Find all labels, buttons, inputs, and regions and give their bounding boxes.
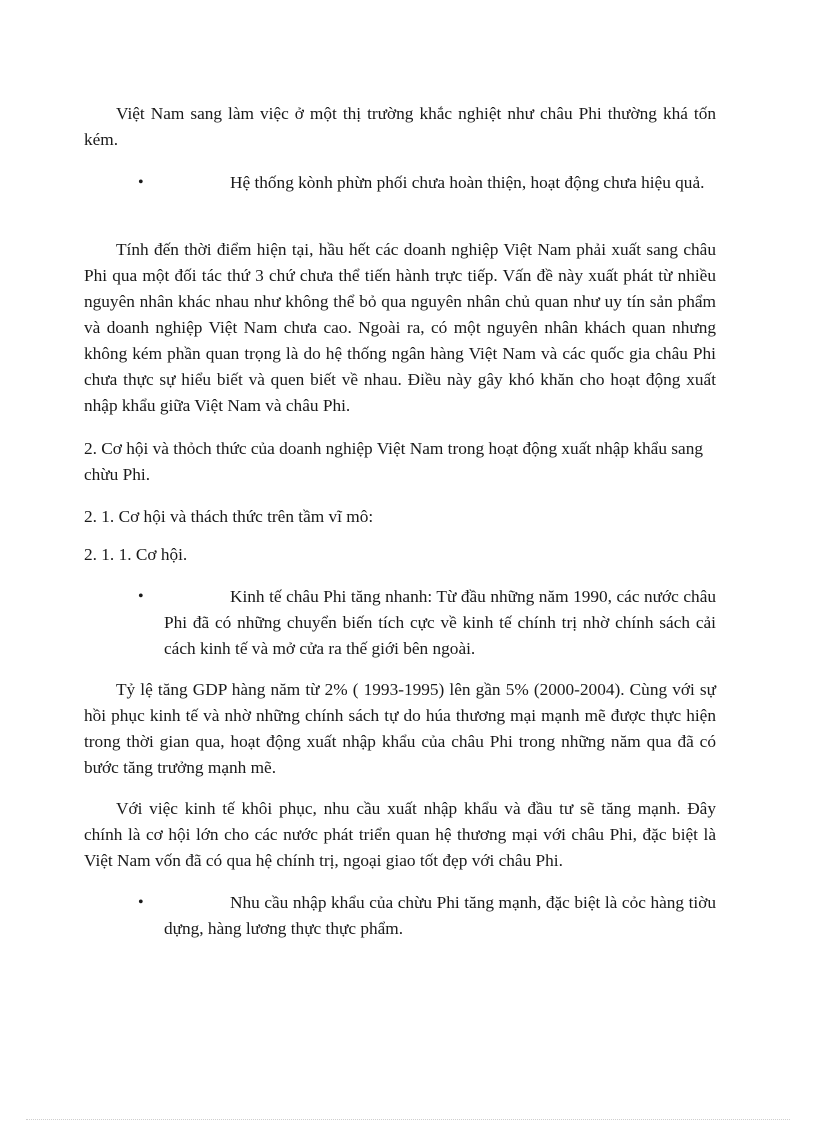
- bullet-text: Nhu cầu nhập khẩu của chừu Phi tăng mạnh, đặc biệt là cỏc hàng tiờu dựng, hàng lương thực thực phẩm.: [164, 893, 716, 938]
- bullet-icon: •: [138, 894, 144, 911]
- bullet-icon: •: [138, 174, 144, 191]
- paragraph-gdp: Tỷ lệ tăng GDP hàng năm từ 2% ( 1993-1995) lên gần 5% (2000-2004). Cùng với sự hồi phục kinh tế và nhờ những chính sách tự do húa thương mại mạnh mẽ được thực hiện trong thời gian qua, hoạt động xuất nhập khẩu của châu Phi trong những năm qua đã có bước tăng trưởng mạnh mẽ.: [84, 680, 716, 777]
- bullet-item-distribution: [138, 170, 716, 196]
- bullet-item-economy: [138, 584, 716, 662]
- paragraph-partner: Tính đến thời điểm hiện tại, hầu hết các doanh nghiệp Việt Nam phải xuất sang châu Phi qua một đối tác thứ 3 chứ chưa thể tiến hành trực tiếp. Vấn đề này xuất phát từ nhiều nguyên nhân khác nhau như không thể bỏ qua nguyên nhân chủ quan như uy tín sản phẩm và doanh nghiệp Việt Nam chưa cao. Ngoài ra, có một nguyên nhân khách quan nhưng không kém phần quan trọng là do hệ thống ngân hàng Việt Nam và các quốc gia châu Phi chưa thực sự hiểu biết và quen biết về nhau. Điều này gây khó khăn cho hoạt động xuất nhập khẩu giữa Việt Nam và châu Phi.: [84, 240, 716, 415]
- bullet-item-import-demand: [138, 890, 716, 942]
- page-bottom-divider: [26, 1119, 790, 1120]
- section-heading-2: 2. Cơ hội và thỏch thức của doanh nghiệp Việt Nam trong hoạt động xuất nhập khẩu sang chừu Phi.: [84, 439, 703, 484]
- bullet-text: Kinh tế châu Phi tăng nhanh: Từ đầu những năm 1990, các nước châu Phi đã có những chuyển biến tích cực về kinh tế chính trị nhờ chính sách cải cách kinh tế và mở cửa ra thế giới bên ngoài.: [164, 587, 716, 658]
- section-heading-2-1: 2. 1. Cơ hội và thách thức trên tầm vĩ mô:: [84, 507, 374, 526]
- bullet-icon: •: [138, 588, 144, 605]
- paragraph-intro: Việt Nam sang làm việc ở một thị trường khắc nghiệt như châu Phi thường khá tốn kém.: [84, 104, 716, 149]
- bullet-text: Hệ thống kònh phừn phối chưa hoàn thiện, hoạt động chưa hiệu quả.: [230, 173, 705, 192]
- section-heading-2-1-1: 2. 1. 1. Cơ hội.: [84, 545, 188, 564]
- paragraph-opportunity: Với việc kinh tế khôi phục, nhu cầu xuất nhập khẩu và đầu tư sẽ tăng mạnh. Đây chính là cơ hội lớn cho các nước phát triển quan hệ thương mại với châu Phi, đặc biệt là Việt Nam vốn đã có qua hệ chính trị, ngoại giao tốt đẹp với châu Phi.: [84, 799, 716, 870]
